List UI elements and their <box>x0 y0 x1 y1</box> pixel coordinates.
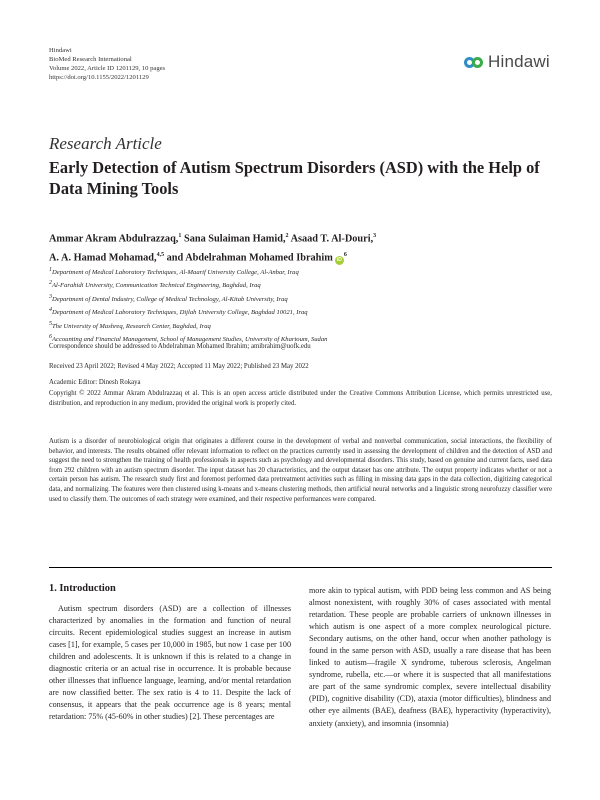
journal-meta <box>49 46 165 82</box>
logo-text: Hindawi <box>488 52 550 71</box>
affiliation-item <box>49 278 327 291</box>
author-list <box>49 228 569 267</box>
affiliation-item <box>49 292 327 305</box>
author-name: Sana Sulaiman Hamid, <box>183 233 286 245</box>
doi-link[interactable]: https://doi.org/10.1155/2022/1201129 <box>49 74 149 81</box>
body-column-right: more akin to typical autism, with PDD being less common and AS being almost nonexistent, with roughly 30% of cases associated with mental retardation. These people are probable carriers of unknown illnesses in which autism is one aspect of a more complex neurological picture. Secondary autisms, on the other hand, occur when another pathology is found in the same person with ASD, usually a rare disease that has been linked to autism—fragile X syndrome, tuberous sclerosis, Angelman syndrome, rubella, etc.—or where it is suspected that all manifestations are part of the same syndromic complex, severe intellectual disability (PID), cognitive disability (CD), ataxia (motor difficulties), blindness and other eye ailments (BAE), deafness (BAE), hyperactivity (hyperactivity), anxiety (anxiety), and insomnia (insomnia) <box>309 586 551 728</box>
correspondence: Correspondence should be addressed to Abdelrahman Mohamed Ibrahim; amibrahim@uofk.edu <box>49 343 311 350</box>
publisher-name: Hindawi <box>49 47 72 54</box>
author-sup: 4,5 <box>156 252 165 259</box>
body-column-left: Autism spectrum disorders (ASD) are a collection of illnesses characterized by anomalies in the formation and function of neural circuits. Recent epidemiological studies suggest an increase in autism cases [1], for example, 5 cases per 10,000 in 1985, but now 1 case per 100 children and adolescents. It is unknown if this is related to a change in diagnostic criteria or an actual rise in occurrence. It is probable because other illnesses that influence language, learning, and/or mental retardation are now classified better. The sex ratio is 4 to 11. Despite the lack of consensus, it appears that the peak occurrence age is 8 years; mental retardation: 75% (45-60% in other studies) [2]. These percentages are <box>49 604 291 722</box>
author-name: A. A. Hamad Mohamad, <box>49 252 157 264</box>
article-title: Early Detection of Autism Spectrum Disorders (ASD) with the Help of Data Mining Tools <box>49 158 540 198</box>
copyright-notice: Copyright © 2022 Ammar Akram Abdulrazzaq et al. This is an open access article distributed under the Creative Commons Attribution License, which permits unrestricted use, distribution, and reproduction in any medium, provided the original work is properly cited. <box>49 390 552 407</box>
affiliation-sup: 6 <box>49 333 52 340</box>
affiliation-sup: 1 <box>49 267 52 273</box>
volume-line: Volume 2022, Article ID 1201129, 10 pages <box>49 65 166 72</box>
affiliation-text: Department of Medical Laboratory Techniques, Dijlah University College, Baghdad 10021, Iraq <box>52 309 308 317</box>
dates: Received 23 April 2022; Revised 4 May 2022; Accepted 11 May 2022; Published 23 May 2022 <box>49 363 309 370</box>
affiliation-list <box>49 265 327 345</box>
academic-editor: Academic Editor: Dinesh Rokaya <box>49 379 141 386</box>
orcid-icon[interactable]: iD <box>336 256 342 263</box>
affiliation-text: The University of Mashreq, Research Center, Baghdad, Iraq <box>52 322 211 330</box>
journal-name: BioMed Research International <box>49 56 132 63</box>
affiliation-item <box>49 305 327 318</box>
abstract: Autism is a disorder of neurobiological origin that originates a different course in the development of verbal and nonverbal communication, social interactions, the flexibility of behavior, and interests. The results obtained offer relevant information to reflect on the practices currently used in assessing the development of children and the detection of ASD and suggest the need to strengthen the training of health professionals in aspects such as psychology and developmental disorders. This study, based on genuine and current facts, used data from 292 children with an autism spectrum disorder. The input dataset has 20 characteristics, and the output dataset has one attribute. The output property indicates whether or not a certain person has autism. The research study first and foremost performed data pretreatment activities such as filling in missing data gaps in the data collection, digitizing categorical data, and normalizing. The features were then clustered using k-means and x-means clustering methods, then artificial neural networks and a linguistic strong neurofuzzy classifier were used to classify them. The outcomes of each strategy were examined, and their respective performances were compared. <box>49 438 552 503</box>
affiliation-text: Accounting and Financial Management, School of Management Studies, University of Khartoum, Sudan <box>52 336 328 344</box>
author-name: Ammar Akram Abdulrazzaq, <box>49 233 179 245</box>
hindawi-logo-icon <box>464 54 484 71</box>
affiliation-sup: 4 <box>49 307 52 314</box>
affiliation-sup: 2 <box>49 280 52 287</box>
hindawi-logo <box>464 52 550 72</box>
author-name: Asaad T. Al-Douri, <box>290 233 374 245</box>
affiliation-text: Department of Dental Industry, College of Medical Technology, Al-Kitab University, Iraq <box>52 295 288 303</box>
author-sup: 2 <box>285 233 289 239</box>
affiliation-item <box>49 265 327 278</box>
affiliation-item <box>49 319 327 332</box>
author-sup: 3 <box>373 233 377 239</box>
affiliation-text: Department of Medical Laboratory Techniques, Al-Maarif University College, Al-Anbar, Iraq <box>52 269 299 277</box>
author-sup: 1 <box>178 233 182 239</box>
divider <box>49 567 552 568</box>
affiliation-sup: 5 <box>49 320 52 327</box>
author-name: and Abdelrahman Mohamed Ibrahim <box>166 252 333 264</box>
affiliation-sup: 3 <box>49 293 52 300</box>
article-type: Research Article <box>49 134 162 153</box>
affiliation-text: Al-Farahidi University, Communication Technical Engineering, Baghdad, Iraq <box>52 282 261 290</box>
author-sup: 6 <box>343 252 347 259</box>
section-title: 1. Introduction <box>49 583 116 594</box>
